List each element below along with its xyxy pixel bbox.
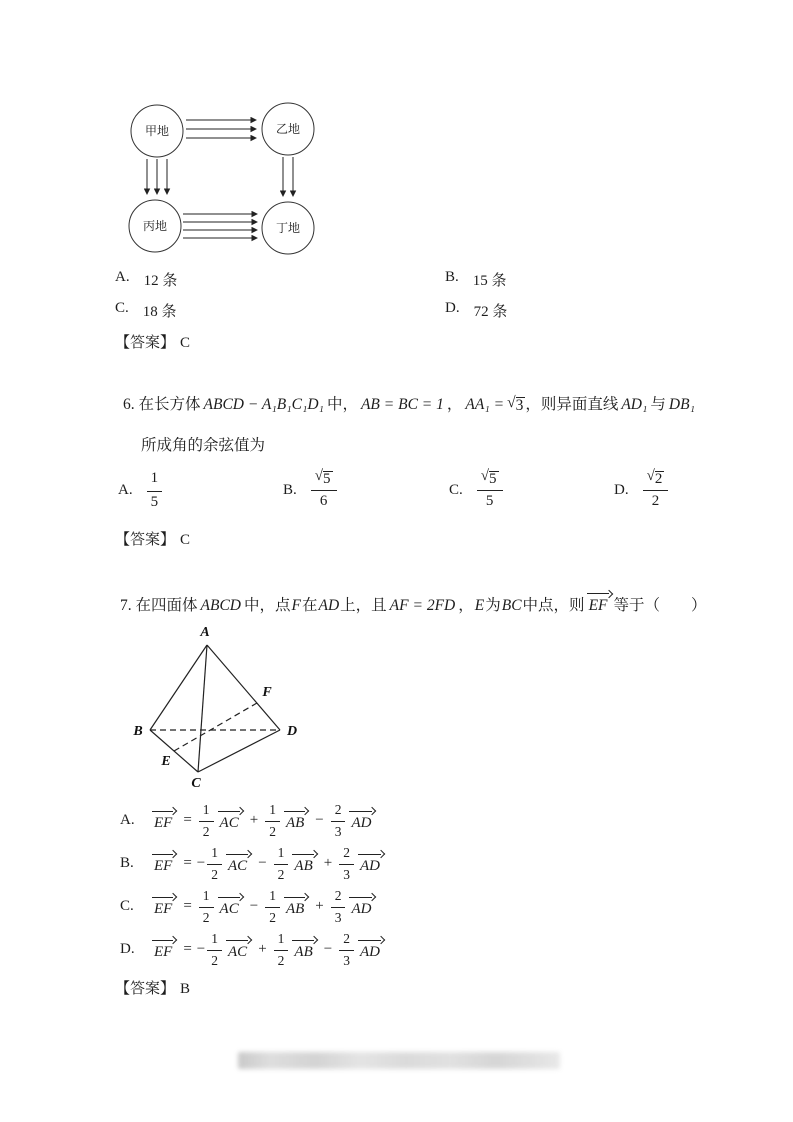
answer-letter: C [180, 335, 191, 351]
q7-option-d: D. EF = − $\frac{1}{2}$ AC + $\frac{1}{2}$ AB − $\frac{2}{3}$ AD [120, 928, 386, 971]
vertex-label-d: D [286, 724, 298, 739]
q6-question-line2: 所成角的余弦值为 [141, 437, 266, 454]
option-label: D. [445, 300, 460, 316]
radical-sign: √ [646, 467, 655, 484]
edge-cd [198, 730, 280, 772]
fraction: $\frac{1}{2}$ [207, 844, 222, 882]
option-label: B. [120, 855, 134, 871]
q6-answer-line [115, 528, 190, 549]
point-label-e: E [161, 754, 171, 769]
operator: − [249, 898, 259, 914]
operator: − [258, 855, 267, 871]
answer-letter: C [180, 532, 191, 548]
option-value: 72 条 [473, 304, 508, 320]
vertex-label-b: B [133, 724, 143, 739]
vector-ab: AB [284, 897, 308, 917]
q6-text: 在长方体 [138, 396, 201, 413]
vector-ad: AD [349, 811, 375, 831]
fraction: √ 2 2 [643, 470, 669, 510]
radical-sign: √ [314, 467, 323, 484]
vector-ac: AC [226, 940, 251, 960]
answer-label: 【答案】 [115, 532, 176, 548]
answer-letter: B [180, 981, 191, 997]
answer-label: 【答案】 [115, 335, 176, 351]
arrows-yi-to-ding [283, 157, 293, 196]
fraction: √ 5 6 [311, 470, 337, 510]
fraction: $\frac{2}{3}$ [339, 844, 354, 882]
vector-ab: AB [292, 854, 316, 874]
vector-ef: EF [587, 593, 612, 614]
q7-option-c: C. EF = $\frac{1}{2}$ AC − $\frac{1}{2}$ AB + $\frac{2}{3}$ AD [120, 885, 377, 928]
q5-option-b [445, 269, 507, 290]
vector-ac: AC [218, 811, 243, 831]
q7-question-line: 7. 在四面体 ABCD 中，点F在AD上，且 AF = 2FD ，E为BC中点，则 EF 等于（ ） [120, 593, 707, 616]
option-label: D. [614, 481, 629, 498]
fraction: $\frac{2}{3}$ [339, 930, 354, 968]
arrows-bing-to-ding [183, 214, 257, 238]
vector-ef: EF [152, 897, 176, 917]
point-label-f: F [262, 685, 272, 700]
option-label: A. [115, 269, 130, 285]
node-ding-label: 丁地 [275, 221, 301, 235]
q7-option-a: A. EF = $\frac{1}{2}$ AC + $\frac{1}{2}$ AB − $\frac{2}{3}$ AD [120, 799, 377, 842]
vector-ef: EF [152, 854, 176, 874]
q7-answer-line [115, 977, 190, 998]
fraction: $\frac{1}{2}$ [274, 844, 289, 882]
fraction: $\frac{2}{3}$ [331, 801, 346, 839]
node-jia-label: 甲地 [144, 124, 170, 138]
q5-option-c [115, 300, 177, 321]
fraction: $\frac{1}{2}$ [199, 801, 214, 839]
node-yi-label: 乙地 [275, 122, 301, 136]
fraction: $\frac{1}{5}$ [147, 469, 163, 511]
operator: + [323, 855, 333, 871]
fraction: $\frac{1}{2}$ [274, 930, 289, 968]
option-value: 15 条 [472, 273, 507, 289]
q6-math-edges: AB = BC = 1 [360, 396, 444, 413]
operator: − [315, 812, 324, 828]
fraction: $\frac{1}{2}$ [265, 887, 280, 925]
operator: + [249, 812, 259, 828]
vertex-label-a: A [200, 625, 210, 640]
q6-math-aa1: AA₁ = [465, 396, 505, 413]
operator: + [258, 941, 267, 957]
edge-ab [150, 645, 207, 730]
vector-ef: EF [152, 940, 176, 960]
option-label: C. [120, 898, 134, 914]
blurred-watermark [238, 1052, 560, 1069]
option-value: 12 条 [143, 273, 178, 289]
vector-ad: AD [358, 940, 384, 960]
fraction: $\frac{1}{2}$ [199, 887, 214, 925]
option-label: D. [120, 941, 135, 957]
q6-number: 6. [123, 396, 135, 413]
node-bing-label: 丙地 [142, 219, 168, 233]
vector-ad: AD [349, 897, 375, 917]
fraction: $\frac{1}{2}$ [207, 930, 222, 968]
q7-math-abcd: ABCD [200, 597, 241, 614]
q6-option-c [449, 467, 503, 513]
sign: − [196, 941, 206, 957]
q7-tetrahedron-figure [128, 622, 313, 792]
q6-math-db1: DB₁ [668, 396, 695, 413]
answer-label: 【答案】 [115, 981, 176, 997]
option-label: A. [118, 481, 133, 498]
sqrt: √ 2 [646, 467, 663, 487]
option-label: B. [445, 269, 459, 285]
fraction: √ 5 5 [477, 470, 503, 510]
fraction: $\frac{1}{2}$ [265, 801, 280, 839]
vector-ac: AC [226, 854, 251, 874]
operator: − [323, 941, 333, 957]
q6-math-ad1: AD₁ [621, 396, 648, 413]
radical-sign: √ [480, 467, 489, 484]
vertex-label-c: C [191, 776, 201, 791]
option-label: C. [449, 481, 463, 498]
q7-option-b: B. EF = − $\frac{1}{2}$ AC − $\frac{1}{2}$ AB + $\frac{2}{3}$ AD [120, 842, 386, 885]
radical-sign: √ [507, 394, 516, 411]
q6-option-b [283, 467, 337, 513]
vector-ef: EF [152, 811, 176, 831]
q6-question-line1: 6. 在长方体 ABCD − A₁B₁C₁D₁ 中， AB = BC = 1 ， AA₁ = √ 3 ，则异面直线 AD₁ 与 DB₁ [123, 394, 695, 414]
q5-option-a [115, 269, 177, 290]
sqrt: √ 5 [314, 467, 331, 487]
vector-ad: AD [358, 854, 384, 874]
option-label: B. [283, 481, 297, 498]
q5-answer-line [115, 331, 190, 352]
sqrt: √ 5 [480, 467, 497, 487]
option-label: C. [115, 300, 129, 316]
vector-ab: AB [292, 940, 316, 960]
option-value: 18 条 [142, 304, 177, 320]
edge-ac [198, 645, 207, 772]
q6-option-d [614, 467, 668, 513]
fraction: $\frac{2}{3}$ [331, 887, 346, 925]
sign: − [196, 855, 206, 871]
q6-math-solid: ABCD − A₁B₁C₁D₁ [203, 396, 324, 413]
q7-number: 7. [120, 597, 132, 614]
arrows-jia-to-yi [186, 120, 256, 138]
operator: + [315, 898, 324, 914]
option-label: A. [120, 812, 135, 828]
q6-option-a [118, 467, 162, 513]
q5-routes-diagram [120, 90, 332, 262]
arrows-jia-to-bing [147, 159, 167, 194]
segment-ef-dashed [174, 703, 257, 751]
q5-option-d [445, 300, 507, 321]
vector-ac: AC [218, 897, 243, 917]
vector-ab: AB [284, 811, 308, 831]
sqrt-3: √ 3 [507, 394, 524, 414]
